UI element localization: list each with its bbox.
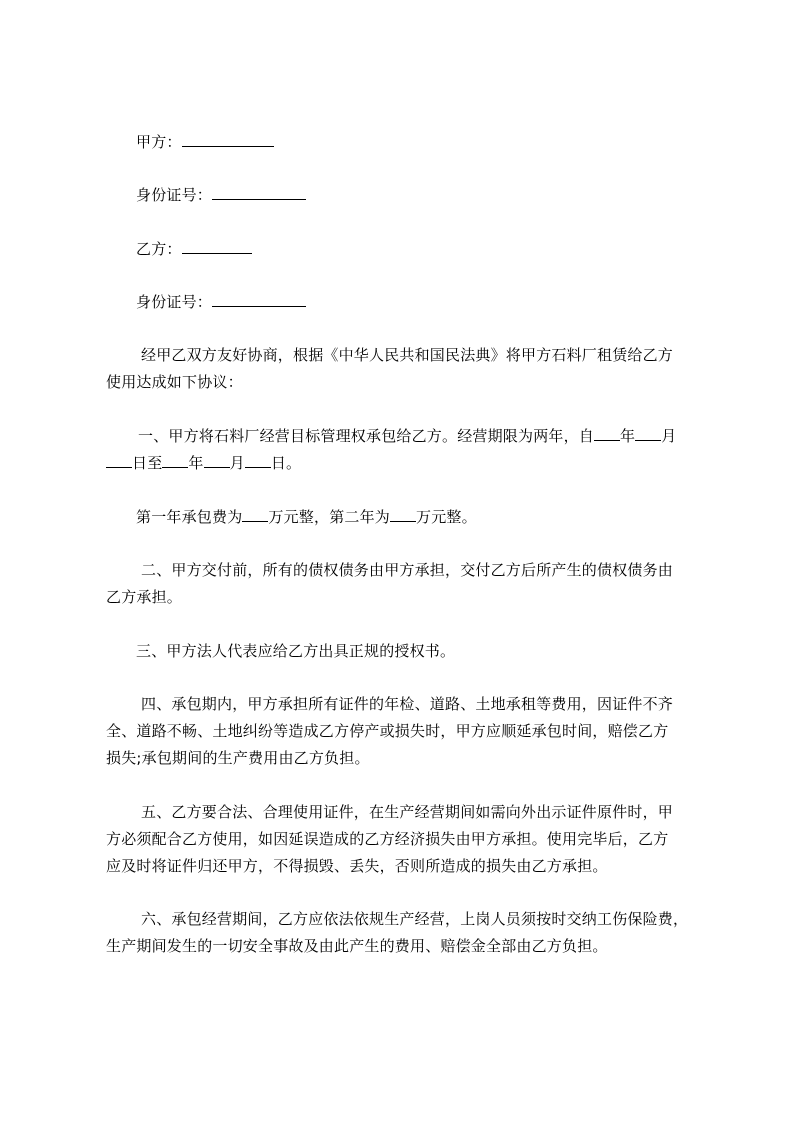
start-year-blank	[594, 428, 620, 441]
end-day-blank	[245, 455, 271, 468]
clause-3-line-1: 三、甲方法人代表应给乙方出具正规的授权书。	[136, 642, 456, 660]
party-b-label: 乙方：	[136, 240, 182, 258]
clause-5-line-2: 方必须配合乙方使用，如因延误造成的乙方经济损失由甲方承担。使用完毕后，乙方	[106, 830, 669, 848]
clause-4-line-3: 损失;承包期间的生产费用由乙方负担。	[106, 749, 370, 767]
fee-text-a: 第一年承包费为	[136, 508, 243, 526]
end-month-unit: 月	[229, 454, 245, 472]
fee-text-c: 万元整。	[416, 508, 477, 526]
preamble-line-2: 使用达成如下协议：	[106, 373, 243, 391]
preamble-line-1: 经甲乙双方友好协商，根据《中华人民共和国民法典》将甲方石料厂租赁给乙方	[141, 346, 674, 364]
clause-4-line-1: 四、承包期内，甲方承担所有证件的年检、道路、土地承租等费用，因证件不齐	[141, 695, 674, 713]
clause-4-line-2: 全、道路不畅、土地纠纷等造成乙方停产或损失时，甲方应顺延承包时间，赔偿乙方	[106, 722, 669, 740]
clause-1-text: 一、甲方将石料厂经营目标管理权承包给乙方。经营期限为两年，自	[138, 427, 595, 445]
party-a-id-field	[136, 186, 306, 204]
party-a-id-label: 身份证号：	[136, 186, 213, 204]
party-a-field	[136, 133, 274, 151]
clause-6-line-1: 六、承包经营期间，乙方应依法依规生产经营，上岗人员须按时交纳工伤保险费，	[141, 910, 689, 928]
party-b-field	[136, 240, 252, 258]
clause-6-line-2: 生产期间发生的一切安全事故及由此产生的费用、赔偿金全部由乙方负担。	[106, 937, 608, 955]
clause-2-line-1: 二、甲方交付前，所有的债权债务由甲方承担，交付乙方后所产生的债权债务由	[141, 561, 674, 579]
clause-2-line-2: 乙方承担。	[106, 588, 183, 606]
party-b-id-field	[136, 293, 306, 311]
party-a-blank	[182, 134, 274, 147]
clause-1-line-2	[106, 454, 301, 472]
fee-line	[136, 508, 477, 526]
start-month-blank	[635, 428, 661, 441]
clause-5-line-3: 应及时将证件归还甲方，不得损毁、丢失，否则所造成的损失由乙方承担。	[106, 857, 608, 875]
start-day-unit: 日至	[132, 454, 163, 472]
first-year-fee-blank	[242, 509, 268, 522]
party-b-id-label: 身份证号：	[136, 293, 213, 311]
fee-text-b: 万元整，第二年为	[268, 508, 391, 526]
end-year-blank	[162, 455, 188, 468]
second-year-fee-blank	[390, 509, 416, 522]
clause-1-line-1	[138, 427, 676, 445]
clause-5-line-1: 五、乙方要合法、合理使用证件，在生产经营期间如需向外出示证件原件时，甲	[141, 803, 674, 821]
start-month-unit: 月	[661, 427, 677, 445]
end-year-unit: 年	[188, 454, 204, 472]
party-b-id-blank	[212, 294, 306, 307]
end-month-blank	[204, 455, 230, 468]
end-day-unit: 日。	[270, 454, 302, 472]
party-a-id-blank	[212, 187, 306, 200]
start-day-blank	[106, 455, 132, 468]
party-a-label: 甲方：	[136, 133, 182, 151]
start-year-unit: 年	[620, 427, 636, 445]
party-b-blank	[182, 241, 252, 254]
